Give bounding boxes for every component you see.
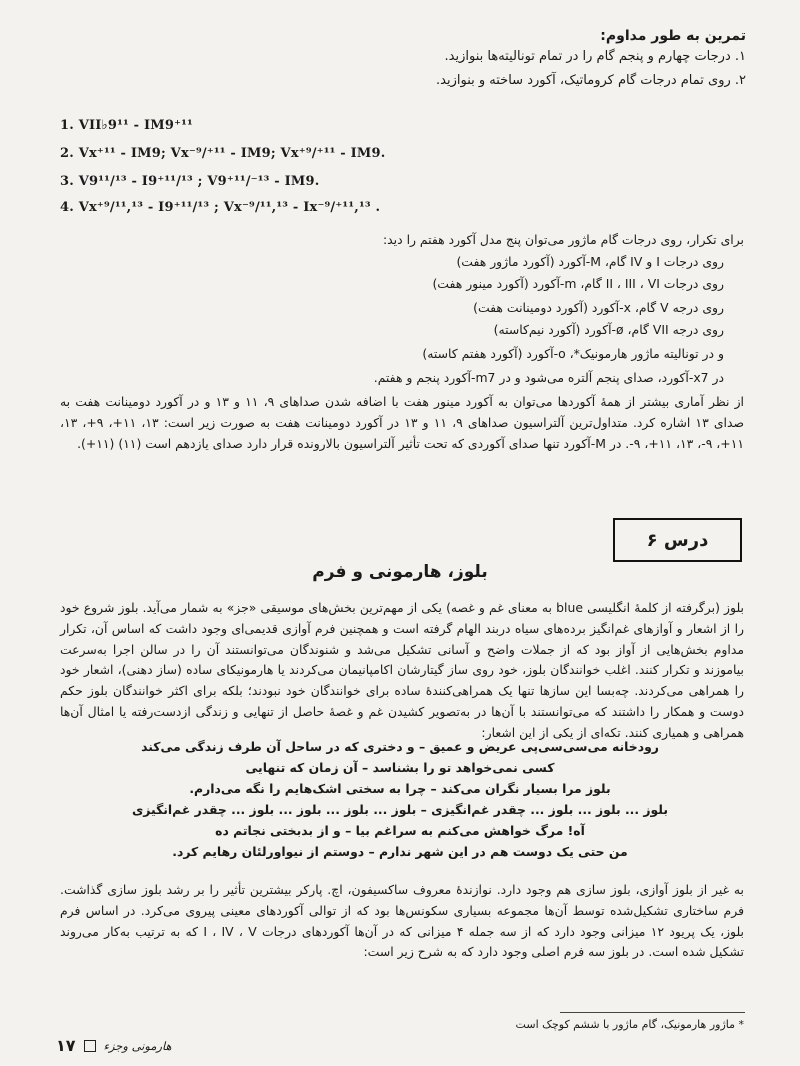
poem-line-4: بلوز ... بلوز ... بلوز ... چقدر غم‌انگیزی – بلوز ... بلوز ... بلوز ... بلوز ... چقدر غم‌انگیزی bbox=[131, 802, 669, 817]
formula-4: 4. Vx⁺⁹/¹¹,¹³ - I9⁺¹¹/¹³ ; Vx⁻⁹/¹¹,¹³ - Ix⁻⁹/⁺¹¹,¹³ . bbox=[60, 200, 381, 215]
chord-line-6: در x7-آکورد، صدای پنجم آلتره می‌شود و در m7-آکورد پنجم و هفتم. bbox=[373, 370, 724, 385]
formula-3: 3. V9¹¹/¹³ - I9⁺¹¹/¹³ ; V9⁺¹¹/⁻¹³ - IM9. bbox=[60, 174, 320, 189]
square-icon bbox=[84, 1040, 96, 1052]
lesson-label-box bbox=[613, 518, 742, 562]
chord-line-3: روی درجه V گام، x-آکورد (آکورد دومینانت هفت) bbox=[473, 300, 724, 315]
chords-intro: برای تکرار، روی درجات گام ماژور می‌توان پنج مدل آکورد هفتم را دید: bbox=[382, 232, 744, 247]
poem-line-5: آه! مرگ خواهش می‌کنم به سراغم بیا – و از بدبختی نجاتم ده bbox=[215, 823, 585, 838]
poem-line-2: کسی نمی‌خواهد تو را بشناسد – آن زمان که تنهایی bbox=[245, 760, 555, 775]
poem-line-3: بلوز مرا بسیار نگران می‌کند – چرا به سختی اشک‌هایم را نگه می‌دارم. bbox=[189, 781, 611, 796]
page-footer bbox=[56, 1036, 172, 1055]
footnote-divider bbox=[560, 1012, 745, 1013]
chord-line-5: و در تونالیته ماژور هارمونیک*، o-آکورد (آکورد هفتم کاسته) bbox=[422, 346, 724, 361]
alteration-paragraph: از نظر آماری بیشتر از همهٔ آکوردها می‌توان به آکورد مینور هفت با اضافه شدن صداهای ۹، ۱۱ و ۱۳ و در آکورد دومینانت هفت به صدای ۱۳ اشاره کرد. متداول‌ترین آلتراسیون صداهای ۹، ۱۱ و ۱۳ در آکورد دومینانت هفت به صورت زیر است: ۱۳، ۱۱+، ۹+، ۱۳، ۱۱+، ۹-، ۱۳، ۱۱+، ۹-. در M-آکورد تنها صدای آکوردی که تحت تأثیر آلتراسیون بالارونده قرار دارد صدای یازدهم است (۱۱) (۱۱+). bbox=[60, 394, 744, 451]
exercise-title: تمرین به طور مداوم: bbox=[600, 28, 746, 44]
closing-paragraph: به غیر از بلوز آوازی، بلوز سازی هم وجود دارد. نوازندهٔ معروف ساکسیفون، اچ. پارکر بیشترین تأثیر را بر رشد بلوز سازی گذاشت. فرم ساختاری تشکیل‌شده توسط آن‌ها مجموعه بسیاری سکونس‌ها بود که از توالی آکوردهای معینی پیروی می‌کرد. در اساس فرم بلوز، یک پریود ۱۲ میزانی وجود دارد که از سه جمله ۴ میزانی که در آن‌ها آکوردهای درجات I ، IV ، V که به ترتیب به‌کار می‌روند تشکیل شده است. در بلوز سه فرم اصلی وجود دارد که به شرح زیر است: bbox=[60, 882, 745, 960]
poem-line-1: رودخانه می‌سی‌سی‌پی عریض و عمیق – و دختری که در ساحل آن طرف زندگی می‌کند bbox=[141, 739, 659, 754]
book-title: هارمونی وجزء bbox=[103, 1038, 172, 1053]
section-title: بلوز، هارمونی و فرم bbox=[312, 562, 488, 582]
formula-1: 1. VII♭9¹¹ - IM9⁺¹¹ bbox=[60, 118, 193, 133]
exercise-item-1: ۱. درجات چهارم و پنجم گام را در تمام تونالیته‌ها بنوازید. bbox=[444, 49, 746, 64]
footnote: * ماژور هارمونیک، گام ماژور با ششم کوچک است bbox=[515, 1018, 744, 1031]
poem-line-6: من حتی یک دوست هم در این شهر ندارم – دوستم از نیواورلئان رهایم کرد. bbox=[172, 844, 628, 859]
chord-line-4: روی درجه VII گام، ø-آکورد (آکورد نیم‌کاسته) bbox=[493, 322, 724, 337]
exercise-item-2: ۲. روی تمام درجات گام کروماتیک، آکورد ساخته و بنوازید. bbox=[436, 73, 746, 88]
formula-2: 2. Vx⁺¹¹ - IM9; Vx⁻⁹/⁺¹¹ - IM9; Vx⁺⁹/⁺¹¹ - IM9. bbox=[60, 146, 386, 161]
lesson-label: درس ۶ bbox=[646, 529, 709, 551]
chord-line-2: روی درجات II ، III ، VI گام، m-آکورد (آکورد مینور هفت) bbox=[432, 276, 724, 291]
chord-line-1: روی درجات I و IV گام، M-آکورد (آکورد ماژور هفت) bbox=[456, 254, 724, 269]
page-number: ۱۷ bbox=[56, 1036, 76, 1055]
blues-paragraph: بلوز (برگرفته از کلمهٔ انگلیسی blue به معنای غم و غصه) یکی از مهم‌ترین بخش‌های موسیقی «جز» به شمار می‌آید. بلوز شروع خود را از اشعار و آوازهای غم‌انگیز برده‌های سیاه دربند الهام گرفته است و همچنین فرم آوازی قدیمی‌ای وجود داشت که اساس آن، تکرار مداوم بخش‌هایی از آواز بود که از جملات واضح و آسانی تشکیل می‌شد و شنوندگان می‌توانستند آن را در سالن اجرا به‌سرعت بیاموزند و تکرار کنند. اغلب خوانندگان بلوز، خود روی ساز گیتارشان اکامپانیمان می‌کردند یا هارمونیکای ساده (ساز دهنی)، اشعار خود را همراهی می‌کردند. چه‌بسا این سازها تنها یک همراهی‌کنندهٔ ساده برای خوانندگان خود نبودند؛ بلکه برای اکثر خوانندگان بلوز حکم دوست و همکار را داشتند که می‌توانستند با آن‌ها در به‌تصویر کشیدن غم و غصهٔ حاصل از تنهایی و زندگی ازدست‌رفته یا امثال آن‌ها همراهی و همیاری کنند. تکه‌ای از یکی از این اشعار: bbox=[60, 600, 744, 740]
